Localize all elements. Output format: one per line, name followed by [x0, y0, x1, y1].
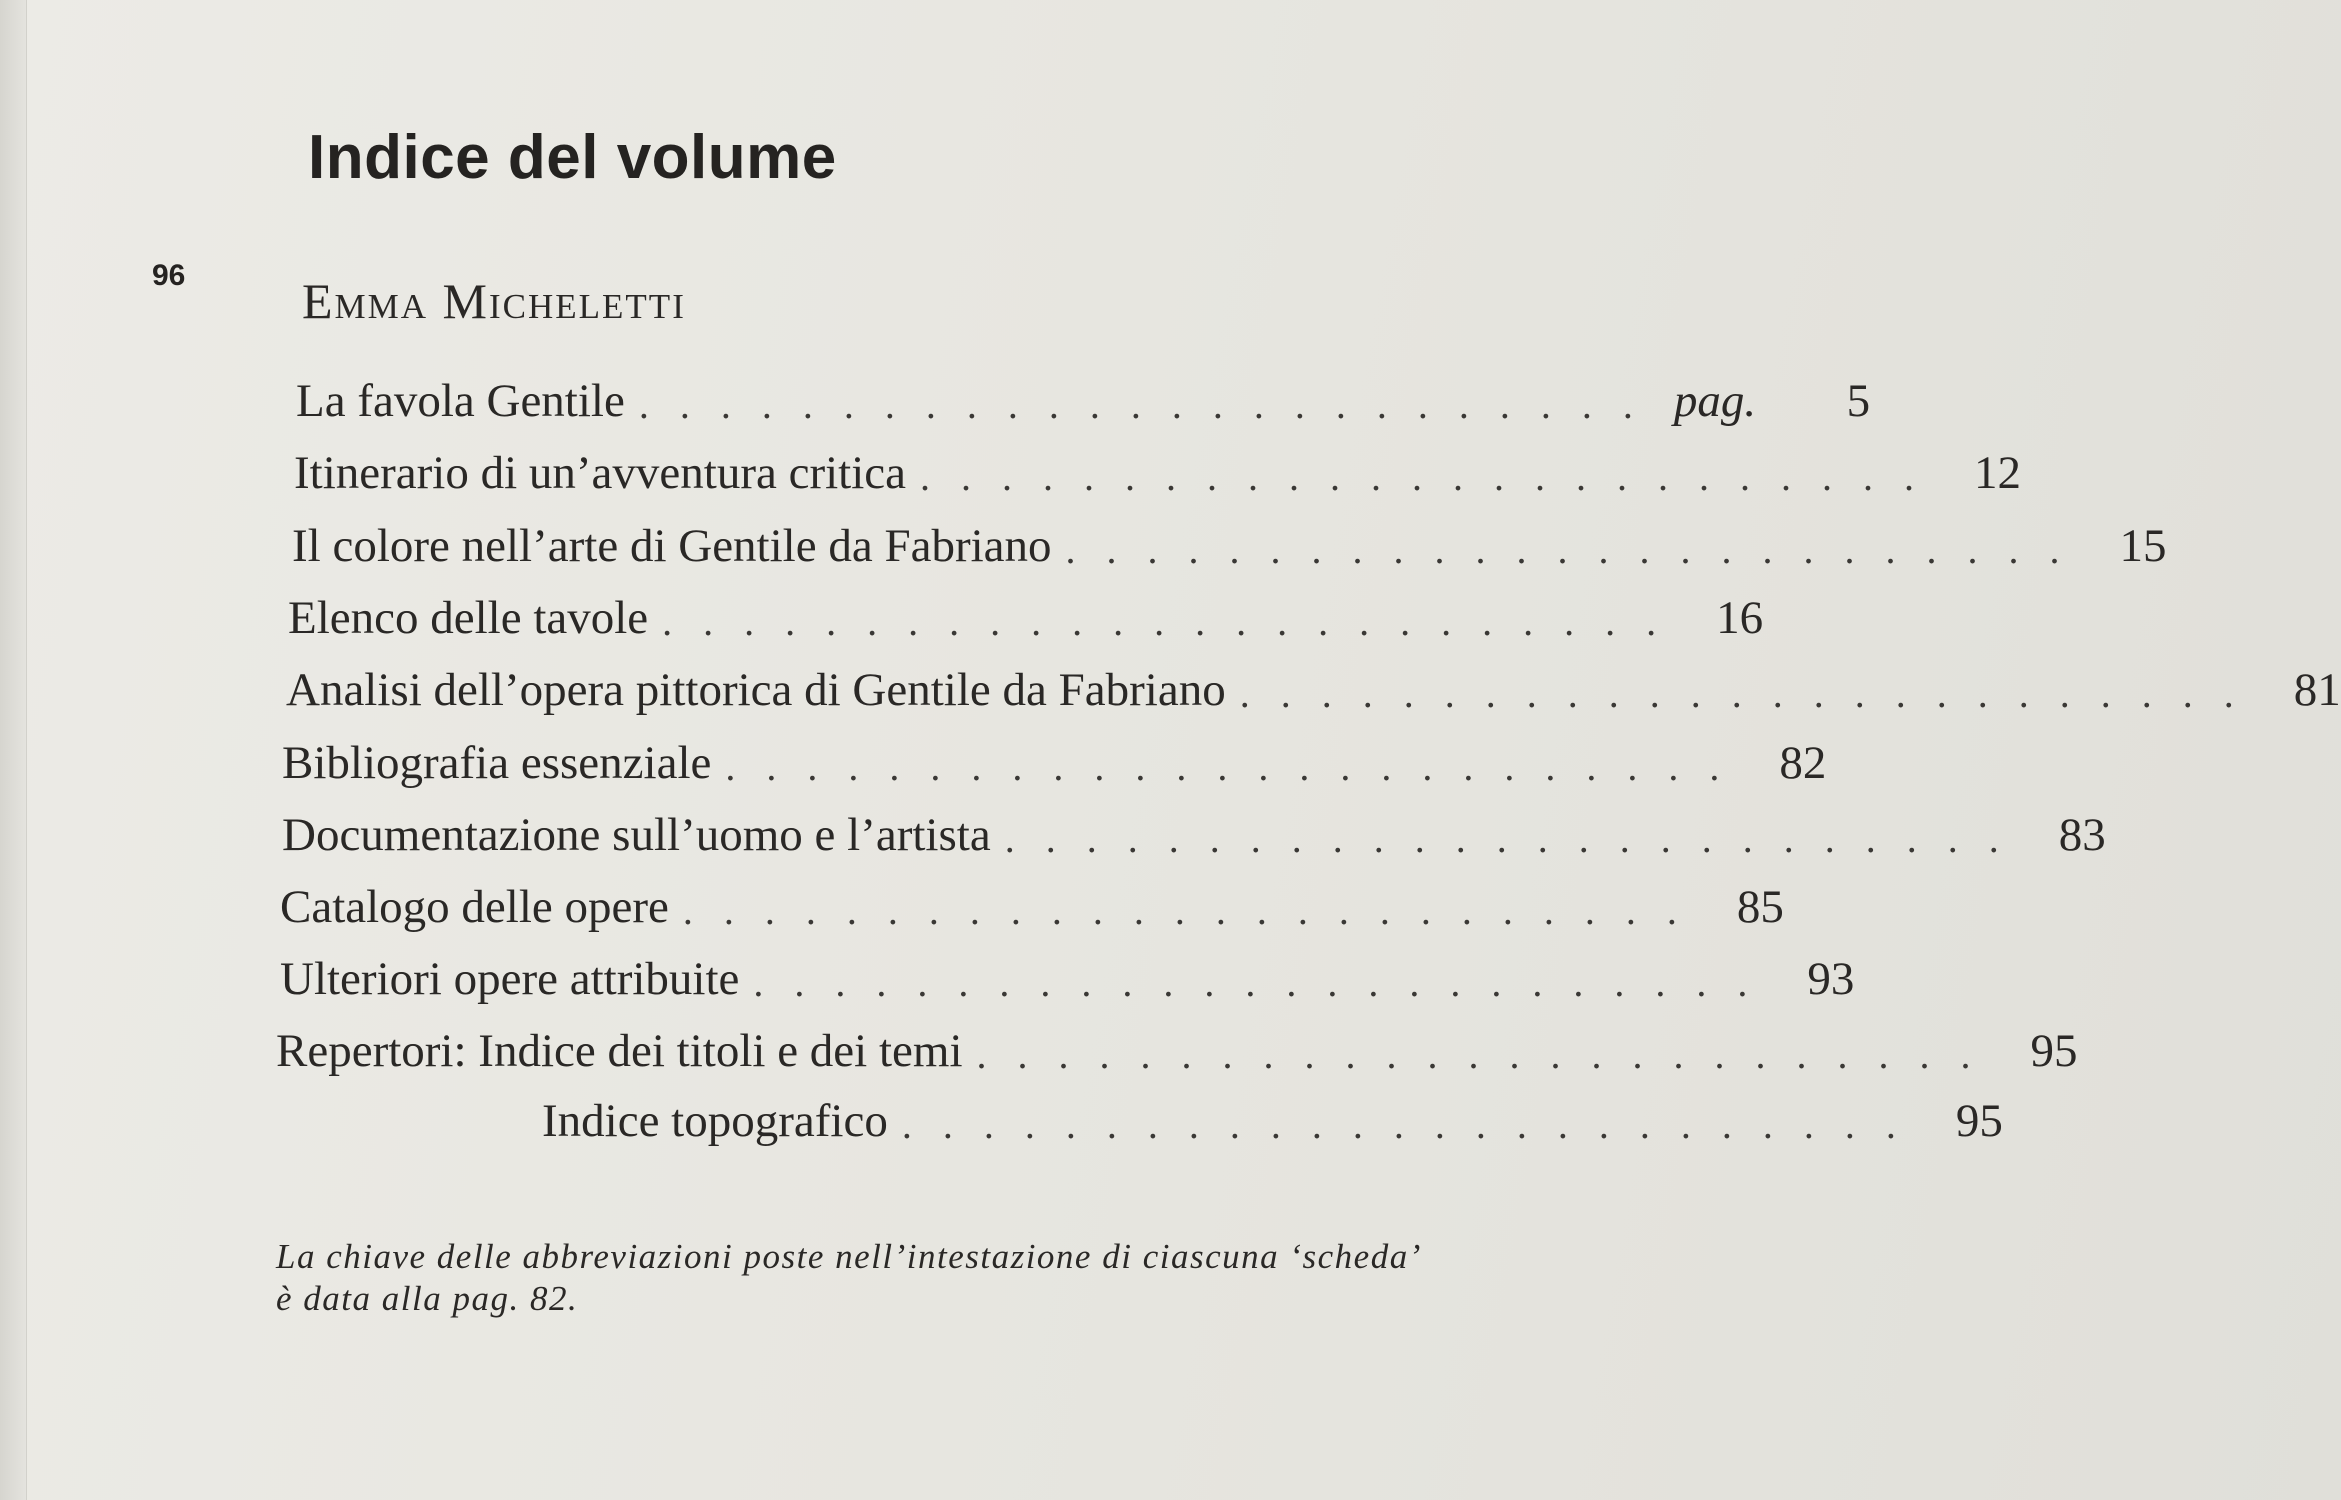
toc-leader-dots: .........................: [1239, 671, 2265, 716]
toc-leader-dots: .........................: [725, 744, 1751, 789]
toc-entry-title: Itinerario di un’avventura critica: [294, 447, 907, 499]
toc-leader-dots: .........................: [662, 599, 1688, 644]
toc-entry: [296, 368, 1871, 428]
toc-entry: [280, 946, 1855, 1006]
abbreviation-note-line-1: La chiave delle abbreviazioni poste nell’intestazione di ciascuna ‘scheda’: [276, 1237, 1422, 1276]
toc-entry: [294, 440, 2022, 500]
toc-leader-dots: .........................: [976, 1032, 2002, 1077]
toc-entry-page: 82: [1779, 737, 1827, 789]
toc-entry-title: La favola Gentile: [296, 375, 625, 427]
abbreviation-note: [276, 1236, 1716, 1320]
toc-entry-title: Elenco delle tavole: [288, 592, 649, 644]
toc-entry: [288, 585, 1764, 645]
page-title: Indice del volume: [308, 123, 837, 192]
toc-entry-page: 12: [1974, 447, 2022, 499]
toc-leader-dots: .........................: [1065, 527, 2091, 572]
toc-entry-page: 85: [1736, 881, 1784, 933]
toc-entry: [282, 730, 1827, 790]
toc-entry-page: 16: [1716, 592, 1764, 644]
toc-leader-dots: .........................: [638, 382, 1664, 427]
toc-entry: [292, 513, 2167, 573]
toc-entry: [280, 874, 1784, 934]
toc-entry-page: 5: [1846, 375, 1871, 427]
toc-entry-page: 81: [2293, 664, 2341, 716]
toc-entry-page: 15: [2119, 520, 2167, 572]
toc-leader-dots: .........................: [1004, 816, 2030, 861]
toc-entry-page: 83: [2058, 809, 2106, 861]
toc-entry-title: Catalogo delle opere: [280, 881, 669, 933]
toc-entry-page: 93: [1807, 953, 1855, 1005]
toc-leader-dots: .........................: [753, 960, 1779, 1005]
toc-entry: [276, 1018, 2078, 1078]
toc-entry-title: Repertori: Indice dei titoli e dei temi: [276, 1025, 963, 1077]
toc-leader-dots: .........................: [920, 454, 1946, 499]
toc-entry-title: Analisi dell’opera pittorica di Gentile da Fabriano: [286, 664, 1226, 716]
abbreviation-note-line-2: è data alla pag. 82.: [276, 1279, 579, 1318]
author-name: Emma Micheletti: [302, 273, 686, 329]
toc-page-prefix: pag.: [1673, 375, 1757, 427]
toc-entry-page: 95: [1955, 1095, 2003, 1147]
toc-entry-title: Bibliografia essenziale: [282, 737, 712, 789]
toc-leader-dots: .........................: [901, 1102, 1927, 1147]
toc-entry-page: 95: [2030, 1025, 2078, 1077]
toc-entry-title: Documentazione sull’uomo e l’artista: [282, 809, 991, 861]
toc-entry: [282, 802, 2106, 862]
toc-entry: [286, 657, 2341, 717]
toc-entry: [280, 1088, 2003, 1148]
toc-entry-title: Il colore nell’arte di Gentile da Fabriano: [292, 520, 1052, 572]
toc-leader-dots: .........................: [682, 888, 1708, 933]
page-number: 96: [152, 259, 186, 292]
toc-entry-title: Indice topografico: [542, 1095, 888, 1147]
toc-entry-title: Ulteriori opere attribuite: [280, 953, 740, 1005]
